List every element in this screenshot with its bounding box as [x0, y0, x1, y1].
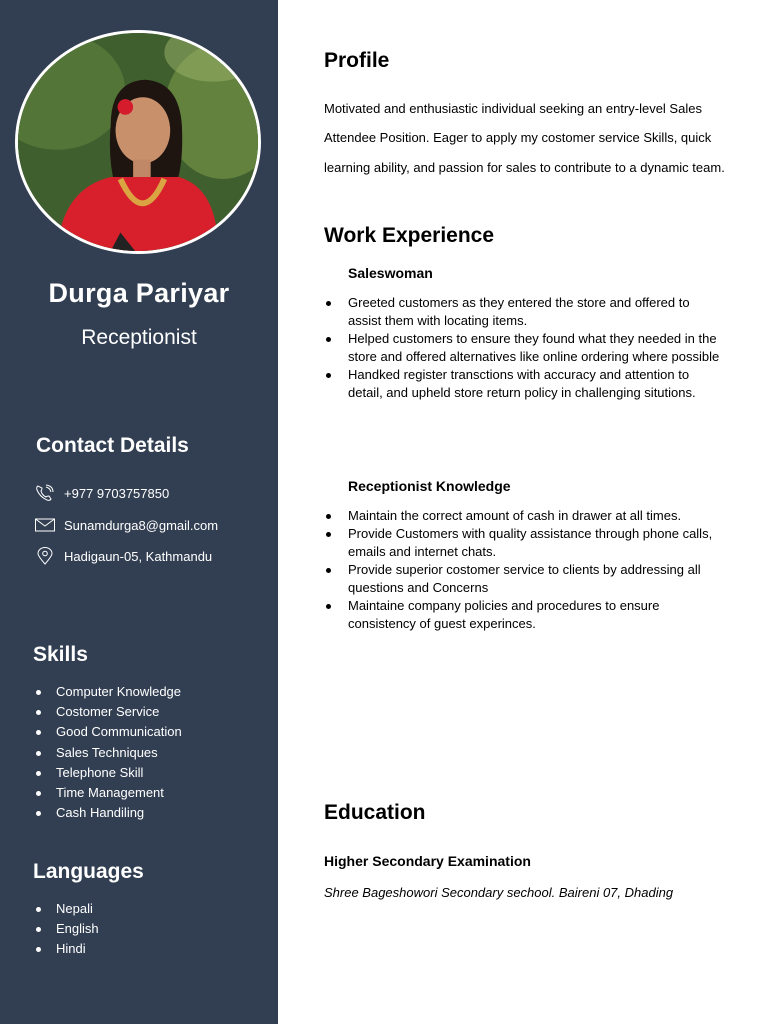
duty-item: Provide superior costomer service to clients by addressing all questions and Concerns: [324, 561, 724, 597]
language-item: Nepali: [36, 899, 99, 919]
language-item: Hindi: [36, 939, 99, 959]
envelope-icon: [34, 516, 56, 534]
saleswoman-duties: [324, 294, 724, 402]
duty-item: Helped customers to ensure they found what they needed in the store and offered alternatives like online ordering where possible: [324, 330, 724, 366]
skill-item: Costomer Service: [36, 702, 182, 722]
work-experience-heading: Work Experience: [324, 224, 495, 247]
languages-list: [36, 899, 99, 960]
duty-item: Provide Customers with quality assistance through phone calls, emails and internet chats.: [324, 525, 724, 561]
skill-item: Cash Handiling: [36, 803, 182, 823]
sidebar: [0, 0, 278, 1024]
phone-number: +977 9703757850: [64, 485, 170, 501]
contact-email: [34, 516, 218, 534]
skill-item: Telephone Skill: [36, 763, 182, 783]
duty-item: Maintaine company policies and procedures to ensure consistency of guest experinces.: [324, 597, 724, 633]
candidate-name: Durga Pariyar: [48, 278, 230, 308]
skill-item: Time Management: [36, 783, 182, 803]
skills-heading: Skills: [33, 643, 88, 666]
home-address: Hadigaun-05, Kathmandu: [64, 548, 213, 564]
skill-item: Computer Knowledge: [36, 682, 182, 702]
profile-heading: Profile: [324, 49, 390, 72]
language-item: English: [36, 919, 99, 939]
contact-phone: [34, 484, 169, 502]
skill-item: Sales Techniques: [36, 743, 182, 763]
receptionist-duties: [324, 507, 724, 633]
duty-item: Handked register transctions with accuracy and attention to detail, and upheld store return policy in challenging situtions.: [324, 366, 724, 402]
profile-photo: [15, 30, 261, 254]
education-school: Shree Bageshowori Secondary sechool. Baireni 07, Dhading: [324, 885, 674, 900]
job-title-saleswoman: Saleswoman: [348, 265, 433, 281]
email-address: Sunamdurga8@gmail.com: [64, 517, 219, 533]
duty-item: Maintain the correct amount of cash in drawer at all times.: [324, 507, 724, 525]
profile-summary: Motivated and enthusiastic individual seeking an entry-level Sales Attendee Position. Eager to apply my costomer service Skills, quick learning ability, and passion for sales to contribute to a dynamic team.: [324, 101, 725, 175]
languages-heading: Languages: [33, 860, 144, 883]
skills-list: [36, 682, 182, 823]
skill-item: Good Communication: [36, 722, 182, 742]
education-qualification: Higher Secondary Examination: [324, 853, 531, 869]
phone-icon: [34, 484, 56, 502]
job-title-receptionist: Receptionist Knowledge: [348, 478, 511, 494]
contact-address: [34, 547, 212, 565]
location-pin-icon: [34, 547, 56, 565]
duty-item: Greeted customers as they entered the store and offered to assist them with locating items.: [324, 294, 724, 330]
education-heading: Education: [324, 801, 426, 824]
candidate-title: Receptionist: [81, 326, 197, 349]
contact-heading: Contact Details: [36, 434, 189, 457]
